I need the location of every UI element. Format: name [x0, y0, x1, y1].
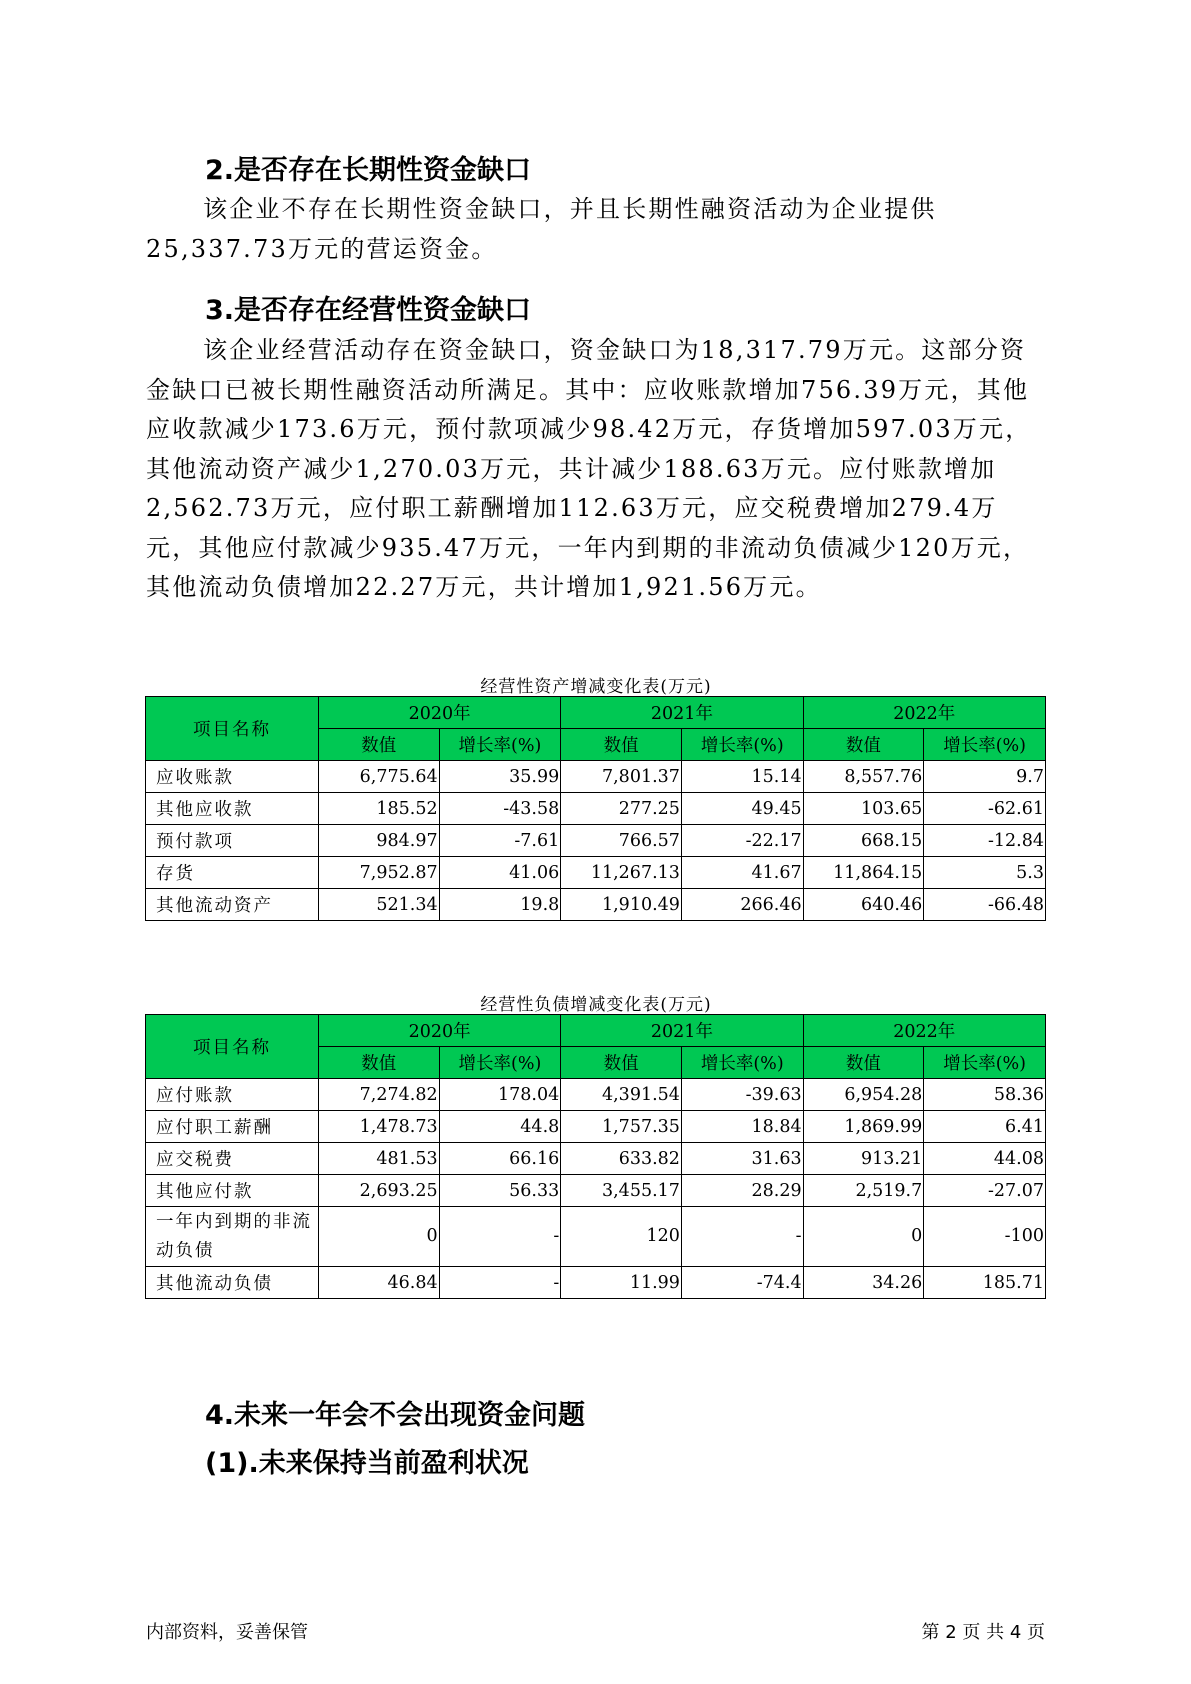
table-row	[146, 761, 1046, 793]
section-4-subheading: (1).未来保持当前盈利状况	[205, 1448, 529, 1479]
growth-rate-cell: 185.71	[924, 1267, 1046, 1299]
header-year: 2021年	[561, 1015, 803, 1047]
row-label: 一年内到期的非流动负债	[146, 1207, 319, 1267]
row-label: 其他应付款	[146, 1175, 319, 1207]
asset-table-caption: 经营性资产增减变化表(万元)	[480, 677, 712, 697]
growth-rate-cell: -	[681, 1207, 803, 1267]
value-cell: 913.21	[803, 1143, 924, 1175]
header-growth-rate: 增长率(%)	[924, 729, 1046, 761]
table-row	[146, 1207, 1046, 1267]
table-row	[146, 1079, 1046, 1111]
value-cell: 120	[561, 1207, 682, 1267]
row-label: 应收账款	[146, 761, 319, 793]
header-year: 2020年	[318, 697, 560, 729]
growth-rate-cell: 5.3	[924, 857, 1046, 889]
growth-rate-cell: 56.33	[439, 1175, 561, 1207]
value-cell: 633.82	[561, 1143, 682, 1175]
header-value: 数值	[561, 1047, 682, 1079]
value-cell: 3,455.17	[561, 1175, 682, 1207]
table-row	[146, 1267, 1046, 1299]
growth-rate-cell: -39.63	[681, 1079, 803, 1111]
table-row	[146, 1175, 1046, 1207]
growth-rate-cell: 44.08	[924, 1143, 1046, 1175]
header-item-name: 项目名称	[146, 697, 319, 761]
section-3-heading: 3.是否存在经营性资金缺口	[205, 295, 532, 326]
header-value: 数值	[803, 729, 924, 761]
table-row	[146, 825, 1046, 857]
header-growth-rate: 增长率(%)	[439, 729, 561, 761]
value-cell: 4,391.54	[561, 1079, 682, 1111]
value-cell: 185.52	[318, 793, 439, 825]
growth-rate-cell: -62.61	[924, 793, 1046, 825]
growth-rate-cell: -66.48	[924, 889, 1046, 921]
row-label: 其他流动资产	[146, 889, 319, 921]
growth-rate-cell: 19.8	[439, 889, 561, 921]
growth-rate-cell: -	[439, 1207, 561, 1267]
table-row	[146, 857, 1046, 889]
value-cell: 277.25	[561, 793, 682, 825]
growth-rate-cell: 31.63	[681, 1143, 803, 1175]
row-label: 预付款项	[146, 825, 319, 857]
header-value: 数值	[318, 1047, 439, 1079]
header-year: 2021年	[561, 697, 803, 729]
value-cell: 1,757.35	[561, 1111, 682, 1143]
table-row	[146, 1111, 1046, 1143]
growth-rate-cell: -12.84	[924, 825, 1046, 857]
row-label: 其他应收款	[146, 793, 319, 825]
header-growth-rate: 增长率(%)	[681, 729, 803, 761]
header-item-name: 项目名称	[146, 1015, 319, 1079]
growth-rate-cell: -27.07	[924, 1175, 1046, 1207]
growth-rate-cell: 41.06	[439, 857, 561, 889]
growth-rate-cell: 58.36	[924, 1079, 1046, 1111]
section-2-paragraph: 该企业不存在长期性资金缺口，并且长期性融资活动为企业提供25,337.73万元的营运资金。	[146, 195, 937, 263]
growth-rate-cell: -100	[924, 1207, 1046, 1267]
growth-rate-cell: -43.58	[439, 793, 561, 825]
growth-rate-cell: -74.4	[681, 1267, 803, 1299]
value-cell: 1,910.49	[561, 889, 682, 921]
value-cell: 11,864.15	[803, 857, 924, 889]
growth-rate-cell: -22.17	[681, 825, 803, 857]
growth-rate-cell: 66.16	[439, 1143, 561, 1175]
header-year: 2022年	[803, 697, 1045, 729]
value-cell: 11,267.13	[561, 857, 682, 889]
table-row	[146, 793, 1046, 825]
value-cell: 481.53	[318, 1143, 439, 1175]
value-cell: 2,693.25	[318, 1175, 439, 1207]
row-label: 应付职工薪酬	[146, 1111, 319, 1143]
section-4-heading: 4.未来一年会不会出现资金问题	[205, 1400, 586, 1431]
header-growth-rate: 增长率(%)	[439, 1047, 561, 1079]
liability-change-table	[145, 1014, 1046, 1299]
liability-table-caption: 经营性负债增减变化表(万元)	[480, 995, 712, 1015]
header-growth-rate: 增长率(%)	[681, 1047, 803, 1079]
row-label: 存货	[146, 857, 319, 889]
value-cell: 0	[318, 1207, 439, 1267]
growth-rate-cell: -	[439, 1267, 561, 1299]
growth-rate-cell: -7.61	[439, 825, 561, 857]
value-cell: 668.15	[803, 825, 924, 857]
value-cell: 7,952.87	[318, 857, 439, 889]
growth-rate-cell: 35.99	[439, 761, 561, 793]
growth-rate-cell: 49.45	[681, 793, 803, 825]
asset-table-body	[146, 761, 1046, 921]
growth-rate-cell: 41.67	[681, 857, 803, 889]
growth-rate-cell: 28.29	[681, 1175, 803, 1207]
growth-rate-cell: 18.84	[681, 1111, 803, 1143]
header-value: 数值	[561, 729, 682, 761]
value-cell: 6,775.64	[318, 761, 439, 793]
value-cell: 640.46	[803, 889, 924, 921]
value-cell: 8,557.76	[803, 761, 924, 793]
growth-rate-cell: 178.04	[439, 1079, 561, 1111]
header-value: 数值	[803, 1047, 924, 1079]
growth-rate-cell: 44.8	[439, 1111, 561, 1143]
header-growth-rate: 增长率(%)	[924, 1047, 1046, 1079]
value-cell: 1,869.99	[803, 1111, 924, 1143]
table-row	[146, 889, 1046, 921]
row-label: 其他流动负债	[146, 1267, 319, 1299]
section-3-paragraph: 该企业经营活动存在资金缺口，资金缺口为18,317.79万元。这部分资金缺口已被长期性融资活动所满足。其中：应收账款增加756.39万元，其他应收款减少173.6万元，预付款项减少98.42万元，存货增加597.03万元，其他流动资产减少1,270.03万元，共计减少188.63万元。应付账款增加2,562.73万元，应付职工薪酬增加112.63万元，应交税费增加279.4万元，其他应付款减少935.47万元，一年内到期的非流动负债减少120万元，其他流动负债增加22.27万元，共计增加1,921.56万元。	[146, 336, 1032, 601]
value-cell: 766.57	[561, 825, 682, 857]
value-cell: 11.99	[561, 1267, 682, 1299]
row-label: 应交税费	[146, 1143, 319, 1175]
value-cell: 984.97	[318, 825, 439, 857]
value-cell: 6,954.28	[803, 1079, 924, 1111]
table-row	[146, 1143, 1046, 1175]
value-cell: 1,478.73	[318, 1111, 439, 1143]
header-year: 2020年	[318, 1015, 560, 1047]
growth-rate-cell: 266.46	[681, 889, 803, 921]
value-cell: 0	[803, 1207, 924, 1267]
footer-page-number: 第 2 页 共 4 页	[921, 1622, 1045, 1643]
growth-rate-cell: 15.14	[681, 761, 803, 793]
value-cell: 7,801.37	[561, 761, 682, 793]
row-label: 应付账款	[146, 1079, 319, 1111]
value-cell: 34.26	[803, 1267, 924, 1299]
header-year: 2022年	[803, 1015, 1045, 1047]
asset-change-table	[145, 696, 1046, 921]
value-cell: 103.65	[803, 793, 924, 825]
growth-rate-cell: 9.7	[924, 761, 1046, 793]
header-value: 数值	[318, 729, 439, 761]
value-cell: 46.84	[318, 1267, 439, 1299]
liability-table-body	[146, 1079, 1046, 1299]
growth-rate-cell: 6.41	[924, 1111, 1046, 1143]
section-2-heading: 2.是否存在长期性资金缺口	[205, 155, 532, 186]
value-cell: 521.34	[318, 889, 439, 921]
value-cell: 7,274.82	[318, 1079, 439, 1111]
value-cell: 2,519.7	[803, 1175, 924, 1207]
footer-confidential-note: 内部资料，妥善保管	[146, 1622, 308, 1643]
